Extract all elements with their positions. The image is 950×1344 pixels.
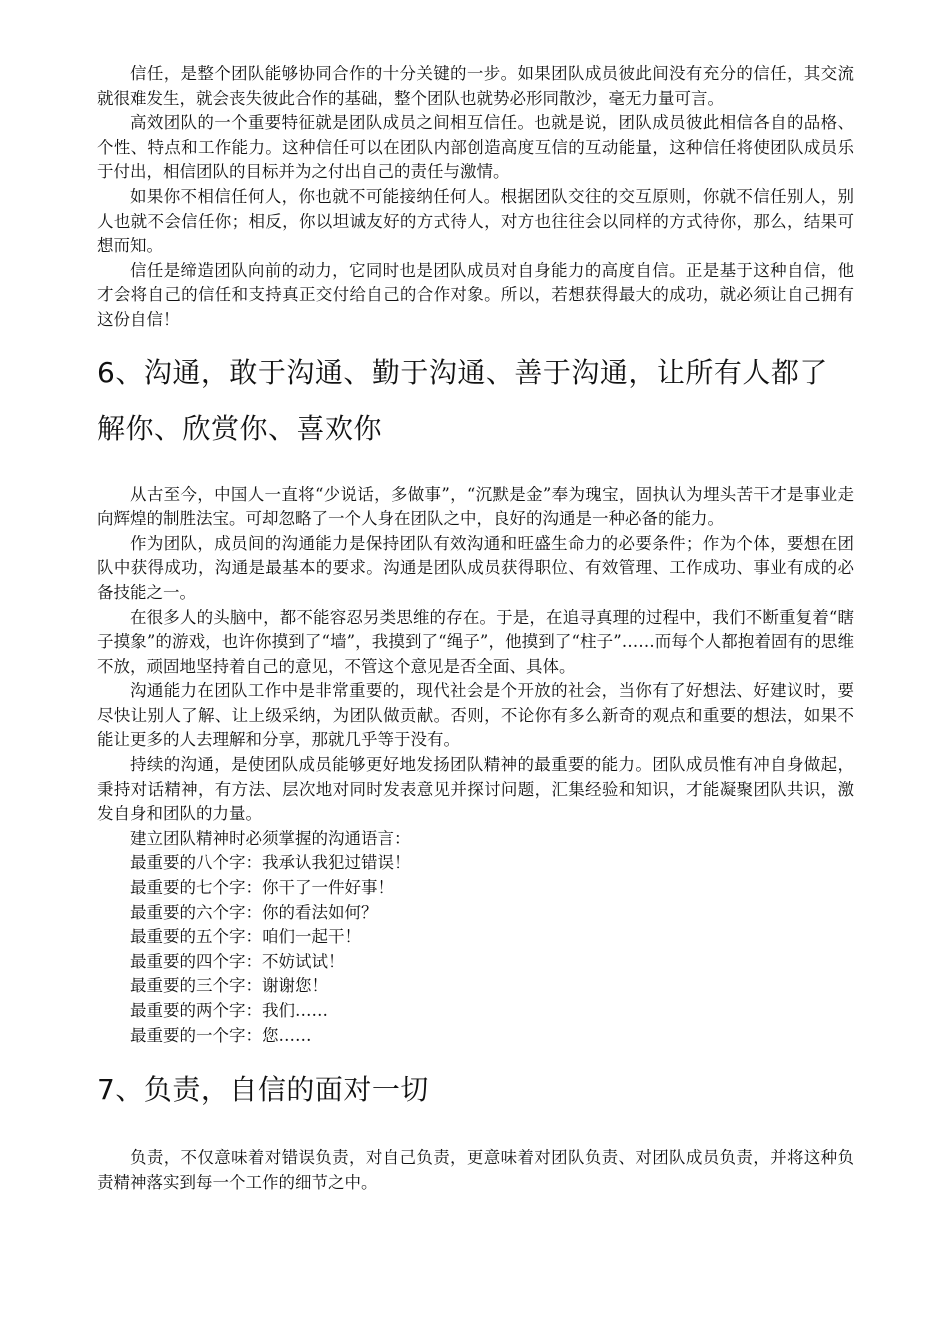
trust-section bbox=[97, 62, 854, 333]
paragraph: 沟通能力在团队工作中是非常重要的，现代社会是个开放的社会，当你有了好想法、好建议时，要尽快让别人了解、让上级采纳，为团队做贡献。否则，不论你有多么新奇的观点和重要的想法，如果不能让更多的人去理解和分享，那就几乎等于没有。 bbox=[97, 681, 854, 750]
communication-section bbox=[97, 483, 854, 1049]
section-7-heading: 7、负责，自信的面对一切 bbox=[97, 1073, 429, 1107]
paragraph: 如果你不相信任何人，你也就不可能接纳任何人。根据团队交往的交互原则，你就不信任别人，别人也就不会信任你；相反，你以坦诚友好的方式待人，对方也往往会以同样的方式待你，那么，结果可想而知。 bbox=[97, 186, 854, 256]
paragraph: 信任是缔造团队向前的动力，它同时也是团队成员对自身能力的高度自信。正是基于这种自信，他才会将自己的信任和支持真正交付给自己的合作对象。所以，若想获得最大的成功，就必须让自己拥有这份自信！ bbox=[97, 260, 854, 329]
list-item: 最重要的八个字：我承认我犯过错误！ bbox=[130, 853, 411, 873]
list-item: 最重要的两个字：我们…… bbox=[130, 1001, 328, 1020]
list-item: 最重要的七个字：你干了一件好事！ bbox=[130, 878, 394, 898]
list-item: 最重要的五个字：咱们一起干！ bbox=[130, 927, 361, 947]
paragraph: 高效团队的一个重要特征就是团队成员之间相互信任。也就是说，团队成员彼此相信各自的品格、个性、特点和工作能力。这种信任可以在团队内部创造高度互信的互动能量，这种信任将使团队成员乐于付出，相信团队的目标并为之付出自己的责任与激情。 bbox=[97, 113, 854, 182]
paragraph: 持续的沟通，是使团队成员能够更好地发扬团队精神的最重要的能力。团队成员惟有冲自身做起，秉持对话精神，有方法、层次地对同时发表意见并探讨问题，汇集经验和知识，才能凝聚团队共识，激发自身和团队的力量。 bbox=[97, 755, 854, 824]
list-intro: 建立团队精神时必须掌握的沟通语言： bbox=[130, 828, 411, 848]
list-item: 最重要的四个字：不妨试试！ bbox=[130, 951, 345, 971]
section-6-heading: 6、沟通，敢于沟通、勤于沟通、善于沟通，让所有人都了解你、欣赏你、喜欢你 bbox=[97, 355, 828, 445]
paragraph: 负责，不仅意味着对错误负责，对自己负责，更意味着对团队负责、对团队成员负责，并将这种负责精神落实到每一个工作的细节之中。 bbox=[97, 1148, 854, 1192]
list-item: 最重要的一个字：您…… bbox=[130, 1025, 312, 1045]
communication-phrase-list bbox=[97, 851, 854, 1048]
paragraph: 从古至今，中国人一直将“少说话，多做事”，“沉默是金”奉为瑰宝，固执认为埋头苦干才是事业走向辉煌的制胜法宝。可却忽略了一个人身在团队之中，良好的沟通是一种必备的能力。 bbox=[97, 484, 854, 529]
list-item: 最重要的三个字：谢谢您！ bbox=[130, 976, 328, 996]
list-item: 最重要的六个字：你的看法如何？ bbox=[130, 902, 378, 922]
paragraph: 信任，是整个团队能够协同合作的十分关键的一步。如果团队成员彼此间没有充分的信任，其交流就很难发生，就会丧失彼此合作的基础，整个团队也就势必形同散沙，毫无力量可言。 bbox=[97, 64, 854, 108]
responsibility-section bbox=[97, 1146, 854, 1195]
paragraph: 在很多人的头脑中，都不能容忍另类思维的存在。于是，在追寻真理的过程中，我们不断重复着“瞎子摸象”的游戏，也许你摸到了“墙”，我摸到了“绳子”，他摸到了“柱子”……而每个人都抱着固有的思维不放，顽固地坚持着自己的意见，不管这个意见是否全面、具体。 bbox=[97, 607, 854, 676]
paragraph: 作为团队，成员间的沟通能力是保持团队有效沟通和旺盛生命力的必要条件；作为个体，要想在团队中获得成功，沟通是最基本的要求。沟通是团队成员获得职位、有效管理、工作成功、事业有成的必备技能之一。 bbox=[97, 533, 854, 602]
